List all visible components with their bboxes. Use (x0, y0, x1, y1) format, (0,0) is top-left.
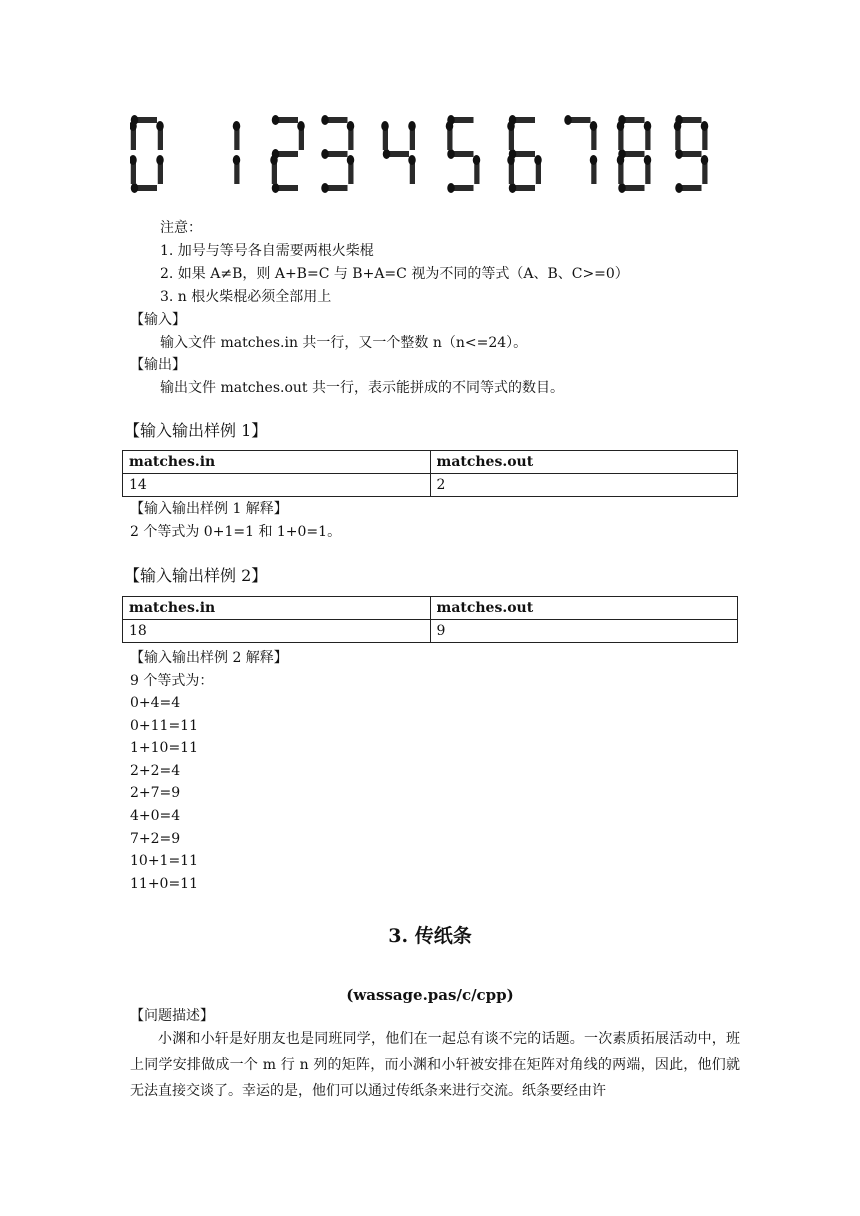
equation-line: 2+2=4 (130, 763, 181, 779)
note-item-3: 3. n 根火柴棍必须全部用上 (160, 289, 332, 305)
problem3-file-line: (wassage.pas/c/cpp) (346, 986, 514, 1004)
problem3-desc-heading: 【问题描述】 (130, 1008, 214, 1024)
sample2-val-in: 18 (123, 620, 431, 643)
equation-line: 10+1=11 (130, 853, 198, 869)
note-item-1: 1. 加号与等号各自需要两根火柴棍 (160, 243, 374, 259)
matchstick-digit-7 (564, 115, 597, 184)
matchstick-digit-6 (507, 115, 542, 193)
matchstick-digit-3 (321, 115, 354, 193)
equation-line: 0+11=11 (130, 718, 198, 734)
note-item-2: 2. 如果 A≠B，则 A+B=C 与 B+A=C 视为不同的等式（A、B、C>=0） (160, 266, 629, 282)
equation-line: 11+0=11 (130, 876, 198, 892)
sample1-explain-text: 2 个等式为 0+1=1 和 1+0=1。 (130, 524, 342, 540)
sample1-table (122, 450, 738, 497)
sample2-heading: 【输入输出样例 2】 (124, 566, 268, 585)
sample1-heading: 【输入输出样例 1】 (124, 421, 268, 440)
matchstick-digit-1 (233, 121, 241, 184)
sample2-explain-heading: 【输入输出样例 2 解释】 (130, 650, 288, 666)
output-heading: 【输出】 (130, 357, 186, 373)
matchstick-digit-0 (130, 115, 164, 193)
sample2-val-out: 9 (430, 620, 738, 643)
input-heading: 【输入】 (130, 312, 186, 328)
problem3-title: 3. 传纸条 (388, 925, 472, 947)
matchstick-digits-figure (130, 108, 730, 208)
sample2-col-out: matches.out (430, 597, 738, 620)
sample2-table (122, 596, 738, 643)
matchstick-digit-5 (446, 115, 481, 193)
matchstick-digit-2 (270, 115, 305, 193)
sample2-col-in: matches.in (123, 597, 431, 620)
equation-line: 4+0=4 (130, 808, 181, 824)
equation-line: 0+4=4 (130, 695, 181, 711)
sample1-col-out: matches.out (430, 451, 738, 474)
sample1-explain-heading: 【输入输出样例 1 解释】 (130, 501, 288, 517)
equation-line: 1+10=11 (130, 740, 198, 756)
input-text: 输入文件 matches.in 共一行，又一个整数 n（n<=24）。 (160, 335, 528, 351)
notes-heading: 注意： (160, 220, 202, 236)
sample1-col-in: matches.in (123, 451, 431, 474)
sample2-explain-intro: 9 个等式为： (130, 673, 214, 689)
sample1-val-in: 14 (123, 474, 431, 497)
sample1-val-out: 2 (430, 474, 738, 497)
matchstick-digit-4 (381, 121, 416, 184)
equation-line: 7+2=9 (130, 831, 181, 847)
equation-line: 2+7=9 (130, 785, 181, 801)
problem3-desc-text: 小渊和小轩是好朋友也是同班同学，他们在一起总有谈不完的话题。一次素质拓展活动中，班上同学安排做成一个 m 行 n 列的矩阵，而小渊和小轩被安排在矩阵对角线的两端，因此，他们就无法直接交谈了。幸运的是，他们可以通过传纸条来进行交流。纸条要经由许 (130, 1031, 740, 1099)
matchstick-digit-9 (674, 115, 709, 193)
matchstick-digit-8 (617, 115, 652, 193)
output-text: 输出文件 matches.out 共一行，表示能拼成的不同等式的数目。 (160, 380, 564, 396)
